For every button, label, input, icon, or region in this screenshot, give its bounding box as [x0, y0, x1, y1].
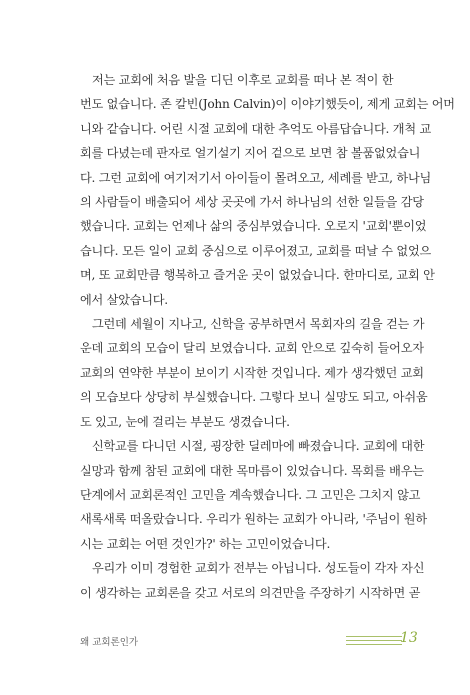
text-line: 다. 그런 교회에 여기저기서 아이들이 몰려오고, 세례를 받고, 하나님 [80, 170, 431, 185]
text-line: 도 있고, 눈에 걸리는 부분도 생겼습니다. [80, 414, 290, 429]
text-line: 의 모습보다 상당히 부실했습니다. 그렇다 보니 실망도 되고, 아쉬움 [80, 390, 428, 405]
text-line: 회를 다녔는데 판자로 얼기설기 지어 겉으로 보면 참 볼품없었습니 [80, 146, 421, 161]
page-number: 13 [400, 630, 418, 646]
text-line: 우리가 이미 경험한 교회가 전부는 아닙니다. 성도들이 각자 자신 [92, 561, 425, 576]
paragraph-4 [80, 556, 425, 605]
text-line: 시는 교회는 어떤 것인가?' 하는 고민이었습니다. [80, 536, 331, 551]
text-line: 이 생각하는 교회론을 갖고 서로의 의견만을 주장하기 시작하면 곧 [80, 585, 421, 600]
text-line: 운데 교회의 모습이 달리 보였습니다. 교회 안으로 깊숙히 들어오자 [80, 341, 424, 356]
running-title: 왜 교회론인가 [80, 637, 139, 648]
decorative-rule [346, 636, 402, 646]
text-line: 번도 없습니다. 존 칼빈(John Calvin)이 이야기했듯이, 제게 교회는 어머 [80, 97, 455, 112]
text-line: 교회의 연약한 부분이 보이기 시작한 것입니다. 제가 생각했던 교회 [80, 365, 424, 380]
page-footer [80, 630, 418, 650]
paragraph-2 [80, 312, 428, 434]
text-line: 저는 교회에 처음 발을 디딘 이후로 교회를 떠나 본 적이 한 [92, 73, 394, 87]
text-line: 에서 살았습니다. [80, 292, 168, 307]
paragraph-1 [80, 68, 455, 312]
text-line: 며, 또 교회만큼 행복하고 즐거운 곳이 없었습니다. 한마디로, 교회 안 [80, 268, 435, 283]
text-line: 그런데 세월이 지나고, 신학을 공부하면서 목회자의 길을 걷는 가 [92, 317, 425, 332]
text-line: 신학교를 다니던 시절, 굉장한 딜레마에 빠졌습니다. 교회에 대한 [92, 439, 425, 454]
text-line: 니와 같습니다. 어린 시절 교회에 대한 추억도 아름답습니다. 개척 교 [80, 121, 431, 136]
text-line: 실망과 함께 참된 교회에 대한 목마름이 있었습니다. 목회를 배우는 [80, 463, 424, 478]
text-line: 새록새록 떠올랐습니다. 우리가 원하는 교회가 아니라, '주님이 원하 [80, 512, 427, 527]
text-line: 단계에서 교회론적인 고민을 계속했습니다. 그 고민은 그치지 않고 [80, 487, 421, 502]
body-text [80, 68, 455, 605]
paragraph-3 [80, 434, 427, 556]
text-line: 습니다. 모든 일이 교회 중심으로 이루어졌고, 교회를 떠날 수 없었으 [80, 243, 431, 258]
text-line: 했습니다. 교회는 언제나 삶의 중심부였습니다. 오로지 '교회'뿐이었 [80, 219, 427, 234]
text-line: 의 사람들이 배출되어 세상 곳곳에 가서 하나님의 선한 일들을 감당 [80, 195, 424, 210]
